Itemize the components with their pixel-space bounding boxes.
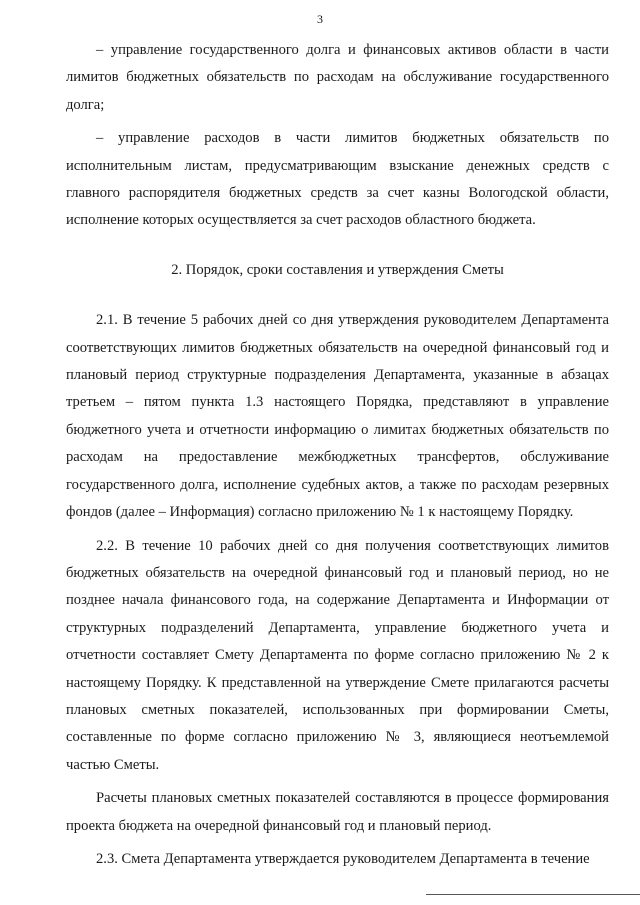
paragraph-expenses-management: – управление расходов в части лимитов бюджетных обязательств по исполнительным листам, предусматривающим взыскание денежных средств с главного распорядителя бюджетных средств за счет казны Вологодской области, исполнение которых осуществляется за счет расходов областного бюджета. xyxy=(66,130,609,229)
document-body xyxy=(66,37,609,873)
page-number: 3 xyxy=(317,12,323,26)
paragraph-2-3: 2.3. Смета Департамента утверждается руководителем Департамента в течение xyxy=(96,850,590,867)
paragraph-debt-management: – управление государственного долга и финансовых активов области в части лимитов бюджетных обязательств по расходам на обслуживание государственного долга; xyxy=(66,42,609,113)
footer-rule xyxy=(426,894,640,895)
section-heading: 2. Порядок, сроки составления и утверждения Сметы xyxy=(171,261,504,278)
paragraph-2-2: 2.2. В течение 10 рабочих дней со дня получения соответствующих лимитов бюджетных обязательств на очередной финансовый год и плановый период, но не позднее начала финансового года, на содержание Департамента и Информации от структурных подразделений Департамента, управление бюджетного учета и отчетности составляет Смету Департамента по форме согласно приложению № 2 к настоящему Порядку. К представленной на утверждение Смете прилагаются расчеты плановых сметных показателей, использованных при формировании Сметы, составленные по форме согласно приложению № 3, являющиеся неотъемлемой частью Сметы. xyxy=(66,537,609,773)
paragraph-estimates: Расчеты плановых сметных показателей составляются в процессе формирования проекта бюджета на очередной финансовый год и плановый период. xyxy=(66,790,609,834)
paragraph-2-1: 2.1. В течение 5 рабочих дней со дня утверждения руководителем Департамента соответствующих лимитов бюджетных обязательств на очередной финансовый год и плановый период структурные подразделения Департамента, указанные в абзацах третьем – пятом пункта 1.3 настоящего Порядка, представляют в управление бюджетного учета и отчетности информацию о лимитах бюджетных обязательств по расходам на предоставление межбюджетных трансфертов, обслуживание государственного долга, исполнение судебных актов, а также по расходам резервных фондов (далее – Информация) согласно приложению № 1 к настоящему Порядку. xyxy=(66,312,609,521)
